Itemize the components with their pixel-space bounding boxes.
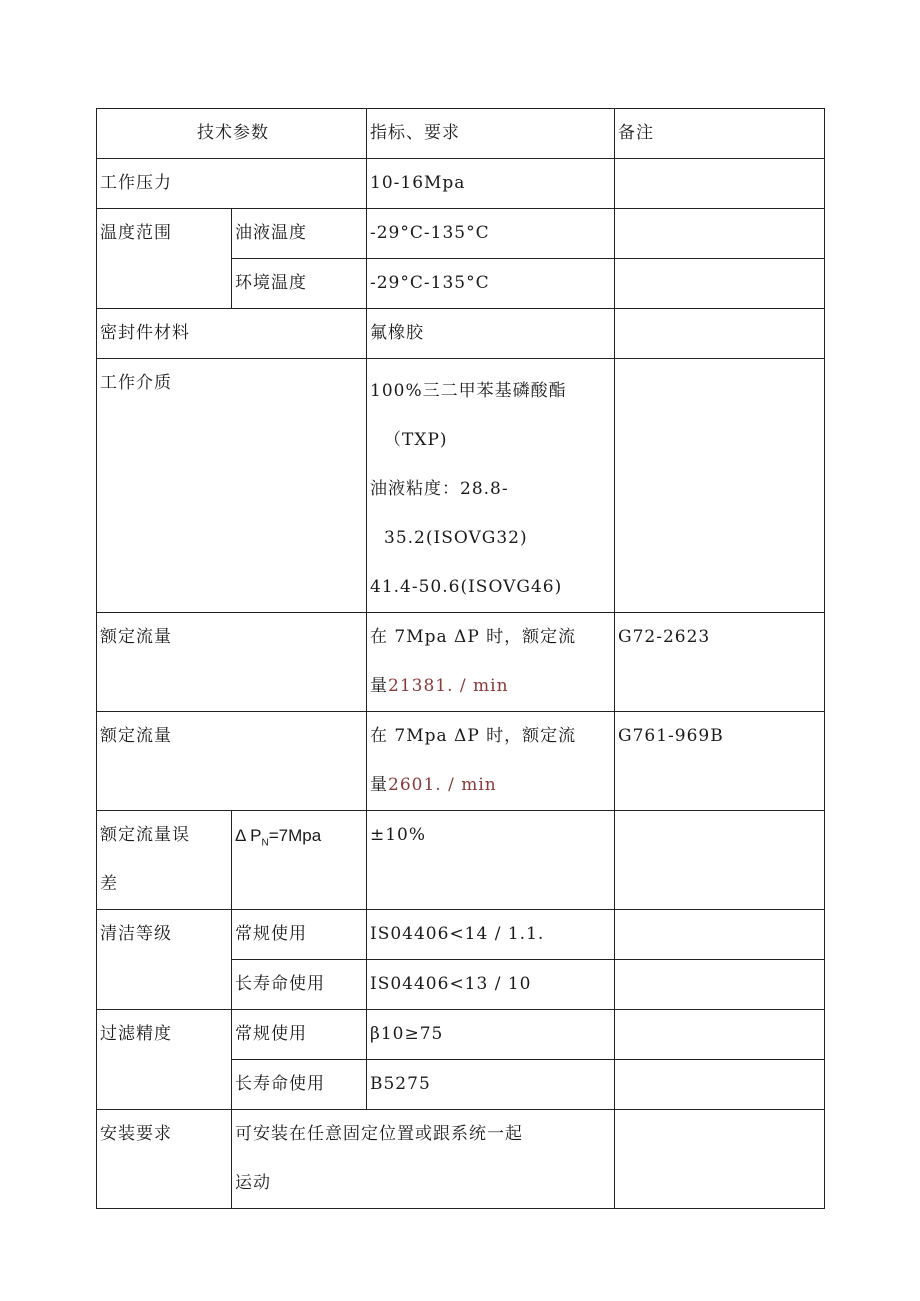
install-line-1: 可安装在任意固定位置或跟系统一起 (235, 1124, 523, 1144)
temp-env-label: 环境温度 (232, 259, 367, 309)
install-value (232, 1110, 615, 1209)
row-medium (97, 359, 825, 613)
medium-line-4: 35.2(ISOVG32) (384, 528, 528, 548)
filter-long-note (615, 1060, 825, 1110)
install-label: 安装要求 (97, 1110, 232, 1209)
row-install (97, 1110, 825, 1209)
seal-label: 密封件材料 (97, 309, 367, 359)
flowerr-label (97, 811, 232, 910)
pressure-label: 工作压力 (97, 159, 367, 209)
seal-note (615, 309, 825, 359)
medium-line-1: 100%三二甲苯基磷酸酯 (370, 381, 567, 401)
row-flow-1 (97, 613, 825, 712)
temp-oil-value: -29°C-135°C (367, 209, 615, 259)
flowerr-note (615, 811, 825, 910)
flow2-rate: 2601. / min (388, 775, 497, 795)
medium-line-3: 油液粘度：28.8- (370, 479, 509, 499)
flowerr-label-2: 差 (100, 874, 118, 894)
flow1-line-2 (370, 662, 614, 711)
header-req: 指标、要求 (367, 109, 615, 159)
filter-long-label: 长寿命使用 (232, 1060, 367, 1110)
row-flow-error (97, 811, 825, 910)
flow1-label: 额定流量 (97, 613, 367, 712)
medium-note (615, 359, 825, 613)
clean-normal-value: IS04406<14 / 1.1. (367, 910, 615, 960)
install-note (615, 1110, 825, 1209)
temp-label: 温度范围 (97, 209, 232, 309)
medium-line-5: 41.4-50.6(ISOVG46) (370, 577, 563, 597)
spec-table (96, 108, 825, 1209)
temp-oil-label: 油液温度 (232, 209, 367, 259)
install-line-2: 运动 (235, 1173, 271, 1193)
clean-long-label: 长寿命使用 (232, 960, 367, 1010)
flow2-value (367, 712, 615, 811)
flowerr-cond-post: =7Mpa (268, 826, 322, 845)
medium-value (367, 359, 615, 613)
row-filter-normal (97, 1010, 825, 1060)
flow1-value (367, 613, 615, 712)
clean-label: 清洁等级 (97, 910, 232, 1010)
header-note: 备注 (615, 109, 825, 159)
flowerr-cond-sub: N (261, 837, 269, 849)
row-seal (97, 309, 825, 359)
flow1-line-2-prefix: 量 (370, 676, 388, 696)
header-row (97, 109, 825, 159)
flow1-note: G72-2623 (615, 613, 825, 712)
clean-long-value: IS04406<13 / 10 (367, 960, 615, 1010)
filter-normal-value: β10≥75 (367, 1010, 615, 1060)
clean-normal-label: 常规使用 (232, 910, 367, 960)
temp-env-note (615, 259, 825, 309)
clean-long-note (615, 960, 825, 1010)
filter-normal-note (615, 1010, 825, 1060)
flow1-rate: 21381. / min (388, 676, 509, 696)
flowerr-value: ±10% (367, 811, 615, 910)
flow1-line-1: 在 7Mpa ΔP 时，额定流 (370, 627, 577, 647)
medium-line-2: （TXP) (384, 430, 448, 450)
flowerr-cond-pre: Δ P (235, 826, 262, 845)
filter-normal-label: 常规使用 (232, 1010, 367, 1060)
flowerr-condition (232, 811, 367, 910)
flow2-label: 额定流量 (97, 712, 367, 811)
seal-value: 氟橡胶 (367, 309, 615, 359)
flow2-line-2-prefix: 量 (370, 775, 388, 795)
flowerr-label-1: 额定流量误 (100, 825, 190, 845)
pressure-value: 10-16Mpa (367, 159, 615, 209)
flow2-note: G761-969B (615, 712, 825, 811)
flow2-line-2 (370, 761, 614, 810)
row-clean-normal (97, 910, 825, 960)
pressure-note (615, 159, 825, 209)
clean-normal-note (615, 910, 825, 960)
row-temp-oil (97, 209, 825, 259)
flow2-line-1: 在 7Mpa ΔP 时，额定流 (370, 726, 577, 746)
temp-oil-note (615, 209, 825, 259)
row-flow-2 (97, 712, 825, 811)
temp-env-value: -29°C-135°C (367, 259, 615, 309)
row-pressure (97, 159, 825, 209)
medium-label: 工作介质 (97, 359, 367, 613)
filter-label: 过滤精度 (97, 1010, 232, 1110)
filter-long-value: B5275 (367, 1060, 615, 1110)
header-param: 技术参数 (97, 109, 367, 159)
